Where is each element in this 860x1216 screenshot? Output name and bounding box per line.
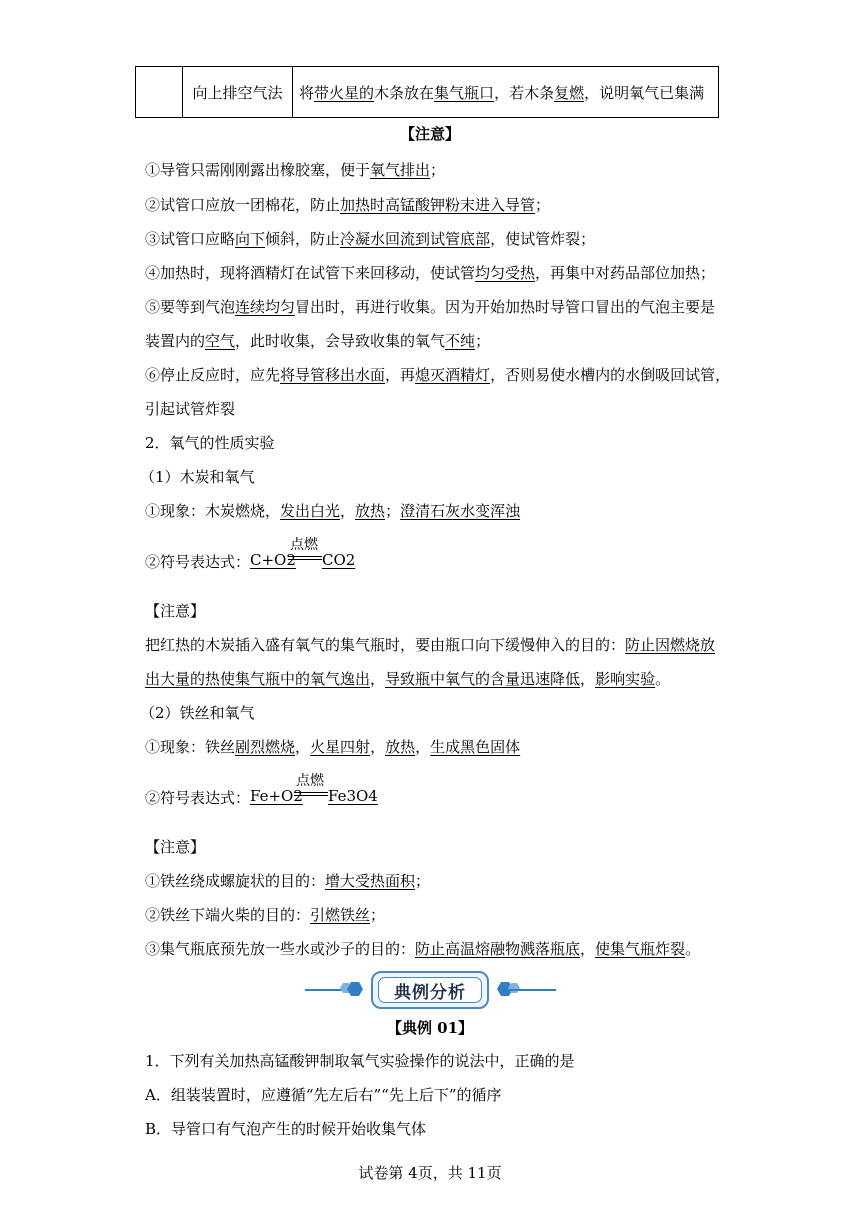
collection-method-table [135,66,719,118]
table-row [136,67,719,118]
banner-line-right [508,989,556,991]
carbon-note-line: 把红热的木炭插入盛有氧气的集气瓶时，要由瓶口向下缓慢伸入的目的：防止因燃烧放 [145,636,716,654]
iron-phenomenon: ①现象：铁丝剧烈燃烧，火星四射，放热，生成黑色固体 [145,738,521,756]
equation-products: CO2 [322,551,356,569]
iron-note-line: ②铁丝下端火柴的目的：引燃铁丝； [145,906,386,924]
equation-arrow [288,556,322,557]
equation-reactants: C+O2 [250,551,296,569]
equation-arrow [288,559,322,560]
notice-heading: 【注意】 [145,602,206,620]
carbon-note-line: 出大量的热使集气瓶中的氧气逸出，导致瓶中氧气的含量迅速降低，影响实验。 [145,670,671,688]
section-heading: 2．氧气的性质实验 [145,434,275,452]
page-footer: 试卷第 4页，共 11页 [358,1164,502,1182]
notice-heading: 【注意】 [145,838,206,856]
note-line: ⑤要等到气泡连续均匀冒出时，再进行收集。因为开始加热时导管口冒出的气泡主要是 [145,298,716,316]
subsection-heading: （1）木炭和氧气 [140,468,255,486]
subsection-heading: （2）铁丝和氧气 [140,704,255,722]
equation-label: ②符号表达式： [145,553,251,571]
equation-label: ②符号表达式： [145,789,251,807]
equation-arrow [294,792,328,793]
example-banner [371,971,489,1009]
banner-title: 典例分析 [378,977,482,1003]
table-cell-empty [136,67,183,118]
equation-condition: 点燃 [296,773,324,789]
note-line: 装置内的空气，此时收集，会导致收集的氧气不纯； [145,332,491,350]
notice-heading: 【注意】 [399,125,460,143]
note-line: 引起试管炸裂 [145,400,236,418]
iron-note-line: ③集气瓶底预先放一些水或沙子的目的：防止高温熔融物溅落瓶底，使集气瓶炸裂。 [145,940,701,958]
question-text: 1．下列有关加热高锰酸钾制取氧气实验操作的说法中，正确的是 [145,1052,575,1070]
equation-condition: 点燃 [290,537,318,553]
equation-products: Fe3O4 [328,787,378,805]
note-line: ⑥停止反应时，应先将导管移出水面，再熄灭酒精灯，否则易使水槽内的水倒吸回试管， [145,366,731,384]
option-a: A．组装装置时，应遵循“先左后右”“先上后下”的循序 [145,1086,502,1104]
table-cell-check: 将带火星的木条放在集气瓶口，若木条复燃，说明氧气已集满 [293,67,719,118]
option-b: B．导管口有气泡产生的时候开始收集气体 [145,1120,427,1138]
note-line: ③试管口应略向下倾斜，防止冷凝水回流到试管底部，使试管炸裂； [145,230,596,248]
equation-reactants: Fe+O2 [250,787,303,805]
example-heading: 【典例 01】 [386,1019,474,1037]
note-line: ④加热时，现将酒精灯在试管下来回移动，使试管均匀受热，再集中对药品部位加热； [145,264,716,282]
note-line: ②试管口应放一团棉花，防止加热时高锰酸钾粉末进入导管； [145,196,551,214]
carbon-phenomenon: ①现象：木炭燃烧，发出白光，放热；澄清石灰水变浑浊 [145,502,521,520]
table-cell-method: 向上排空气法 [183,67,293,118]
note-line: ①导管只需刚刚露出橡胶塞，便于氧气排出； [145,161,446,179]
iron-note-line: ①铁丝绕成螺旋状的目的：增大受热面积； [145,872,431,890]
equation-arrow [294,795,328,796]
